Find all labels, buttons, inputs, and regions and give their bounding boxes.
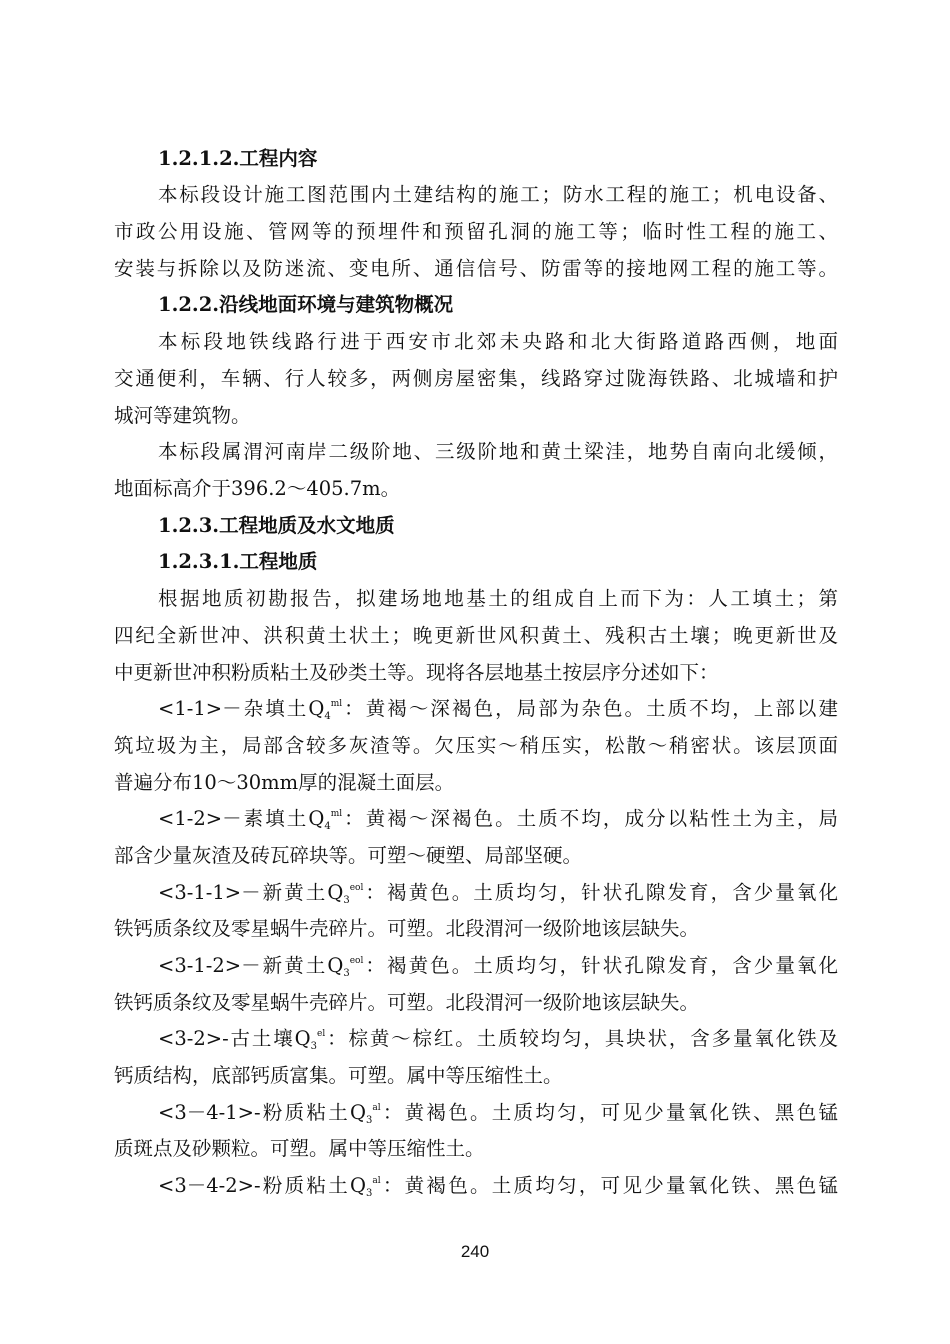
soil-layer-3-4-1-line (158, 1100, 838, 1126)
layer-description: ：褐黄色。土质均匀，针状孔隙发育，含少量氧化 (363, 881, 838, 904)
formula-superscript: eol (349, 956, 364, 966)
section-heading-1-2-1-2: 1.2.1.2.工程内容 (158, 147, 318, 170)
soil-layer-3-1-1-line (158, 880, 838, 906)
layer-description: ：黄褐～深褐色，局部为杂色。土质不均，上部以建 (342, 697, 838, 720)
formula-subscript: 3 (365, 1115, 373, 1126)
formula-superscript: el (317, 1029, 326, 1039)
paragraph-line: 四纪全新世冲、洪积黄土状土；晚更新世风积黄土、残积古土壤；晚更新世及 (114, 624, 838, 647)
paragraph-line: 普遍分布10～30mm厚的混凝土面层。 (114, 771, 455, 794)
layer-description: ：褐黄色。土质均匀，针状孔隙发育，含少量氧化 (363, 954, 838, 977)
paragraph-line: 铁钙质条纹及零星蜗牛壳碎片。可塑。北段渭河一级阶地该层缺失。 (114, 917, 700, 940)
formula-subscript: 3 (365, 1188, 373, 1199)
paragraph-line: 筑垃圾为主，局部含较多灰渣等。欠压实～稍压实，松散～稍密状。该层顶面 (114, 734, 838, 757)
paragraph-line: 交通便利，车辆、行人较多，两侧房屋密集，线路穿过陇海铁路、北城墙和护 (114, 367, 838, 390)
soil-layer-1-1-line (158, 696, 838, 722)
formula-superscript: al (372, 1103, 381, 1113)
paragraph-line: 市政公用设施、管网等的预埋件和预留孔洞的施工等；临时性工程的施工、 (114, 220, 838, 243)
layer-code: <1-1>－杂填土Q (158, 697, 325, 720)
formula-superscript: al (372, 1176, 381, 1186)
paragraph-line: 地面标高介于396.2～405.7m。 (114, 477, 401, 500)
section-heading-1-2-3: 1.2.3.工程地质及水文地质 (158, 514, 395, 537)
layer-code: <3-1-2>－新黄土Q (158, 954, 344, 977)
layer-description: ：棕黄～棕红。土质较均匀，具块状，含多量氧化铁及 (325, 1027, 838, 1050)
soil-layer-1-2-line (158, 806, 838, 832)
soil-layer-3-4-2-line (158, 1173, 838, 1199)
section-heading-1-2-3-1: 1.2.3.1.工程地质 (158, 550, 318, 573)
formula-superscript: ml (330, 809, 343, 819)
layer-code: <1-2>－素填土Q (158, 807, 325, 830)
layer-description: ：黄褐～深褐色。土质不均，成分以粘性土为主，局 (342, 807, 838, 830)
soil-layer-3-1-2-line (158, 953, 838, 979)
formula-superscript: ml (330, 699, 343, 709)
formula-subscript: 3 (343, 895, 350, 906)
layer-code: <3-1-1>－新黄土Q (158, 881, 344, 904)
layer-code: <3－4-1>-粉质粘土Q (158, 1101, 366, 1124)
paragraph-line: 钙质结构，底部钙质富集。可塑。属中等压缩性土。 (114, 1064, 563, 1087)
formula-subscript: 3 (310, 1041, 317, 1052)
formula-superscript: eol (349, 883, 364, 893)
page-number: 240 (460, 1242, 490, 1261)
paragraph-line: 安装与拆除以及防迷流、变电所、通信信号、防雷等的接地网工程的施工等。 (114, 257, 838, 280)
formula-subscript: 3 (343, 968, 350, 979)
paragraph-line: 质斑点及砂颗粒。可塑。属中等压缩性土。 (114, 1137, 485, 1160)
section-heading-1-2-2: 1.2.2.沿线地面环境与建筑物概况 (158, 293, 454, 316)
layer-code: <3－4-2>-粉质粘土Q (158, 1174, 366, 1197)
layer-description: ：黄褐色。土质均匀，可见少量氧化铁、黑色锰 (380, 1101, 838, 1124)
layer-code: <3-2>-古土壤Q (158, 1027, 311, 1050)
layer-description: ：黄褐色。土质均匀，可见少量氧化铁、黑色锰 (380, 1174, 838, 1197)
paragraph-line: 中更新世冲积粉质粘土及砂类土等。现将各层地基土按层序分述如下： (114, 661, 719, 684)
formula-subscript: 4 (324, 711, 331, 722)
paragraph-line: 根据地质初勘报告，拟建场地地基土的组成自上而下为：人工填土；第 (158, 587, 838, 610)
paragraph-line: 本标段地铁线路行进于西安市北郊未央路和北大街路道路西侧，地面 (158, 330, 838, 353)
paragraph-line: 部含少量灰渣及砖瓦碎块等。可塑～硬塑、局部坚硬。 (114, 844, 583, 867)
paragraph-line: 本标段属渭河南岸二级阶地、三级阶地和黄土梁洼，地势自南向北缓倾， (158, 440, 838, 463)
paragraph-line: 本标段设计施工图范围内土建结构的施工；防水工程的施工；机电设备、 (158, 183, 838, 206)
formula-subscript: 4 (324, 821, 331, 832)
soil-layer-3-2-line (158, 1026, 838, 1052)
paragraph-line: 城河等建筑物。 (114, 404, 251, 427)
paragraph-line: 铁钙质条纹及零星蜗牛壳碎片。可塑。北段渭河一级阶地该层缺失。 (114, 991, 700, 1014)
